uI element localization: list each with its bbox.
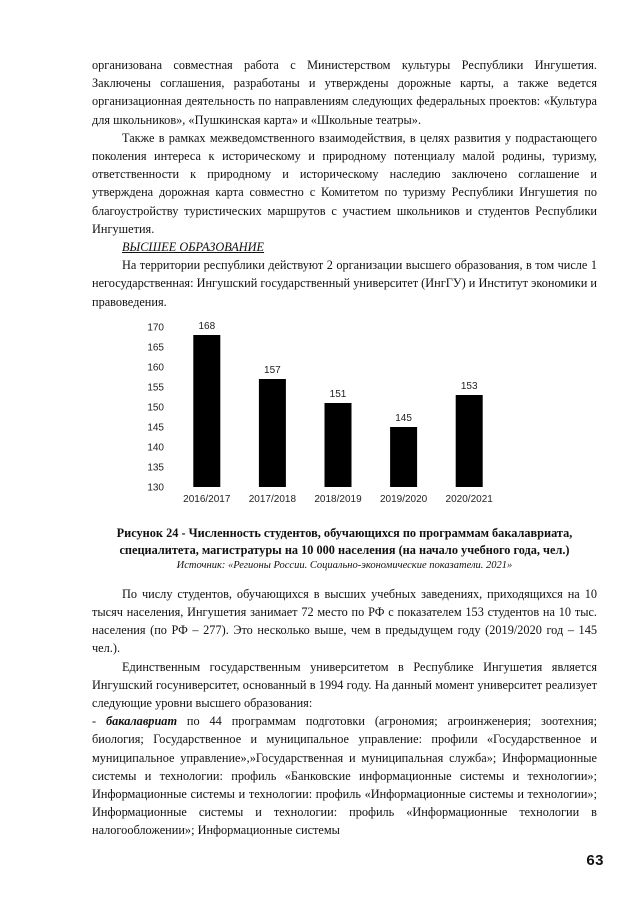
figure-caption: Рисунок 24 - Численность студентов, обучающихся по программам бакалавриата, специалитета, магистратуры на 10 000 населения (на начало учебного года, чел.) xyxy=(116,525,573,557)
document-page xyxy=(92,56,597,840)
x-tick-label-1: 2017/2018 xyxy=(248,493,297,505)
y-tick-label-8: 170 xyxy=(147,322,164,334)
page-number: 63 xyxy=(586,852,604,869)
y-tick-label-6: 160 xyxy=(147,362,164,374)
y-tick-label-0: 130 xyxy=(147,482,164,494)
paragraph-6-text: по 44 программам подготовки (агрономия; агроинженерия; зоотехния; биология; Государственное и муниципальное управление: профили «Государственное и муниципальное управление»,»Государственная и муниципальная служба»; Информационные системы и технологии: профиль «Банковские информационные системы и технологии»; Информационные системы и технологии: профиль «Информационные системы и технологии»; Информационные системы и технологии: профиль «Информационные технологии в налогообложении»; Информационные системы xyxy=(92,714,598,838)
data-label-1: 157 xyxy=(264,364,281,376)
y-tick-label-2: 140 xyxy=(147,442,164,454)
paragraph-6 xyxy=(92,712,597,839)
paragraph-1: организована совместная работа с Министерством культуры Республики Ингушетия. Заключены соглашения, разработаны и утверждены дорожные карты, а также ведется организационная деятельность по направлениям следующих федеральных проектов: «Культура для школьников», «Пушкинская карта» и «Школьные театры». xyxy=(92,58,597,127)
x-tick-label-0: 2016/2017 xyxy=(183,493,231,505)
y-tick-label-3: 145 xyxy=(147,422,164,434)
x-tick-label-3: 2019/2020 xyxy=(379,493,428,505)
y-tick-label-5: 155 xyxy=(147,382,164,394)
paragraph-2: Также в рамках межведомственного взаимодействия, в целях развития у подрастающего поколения интереса к историческому и природному потенциалу малой родины, туризму, ответственности к природному и историческому наследию заключено соглашение и утверждена дорожная карта совместно с Комитетом по туризму Республики Ингушетия по благоустройству туристических маршрутов с участием школьников и студентов Республики Ингушетия. xyxy=(92,130,597,236)
figure-source: Источник: «Регионы России. Социально-экономические показатели. 2021» xyxy=(176,559,513,571)
dash: - xyxy=(92,714,106,729)
y-tick-label-1: 135 xyxy=(147,462,164,474)
data-label-0: 168 xyxy=(198,320,216,332)
bachelor-term: бакалавриат xyxy=(106,714,178,729)
data-label-2: 151 xyxy=(329,388,347,400)
paragraph-5: Единственным государственным университетом в Республике Ингушетия является Ингушский госуниверситет, основанный в 1994 году. На данный момент университет реализует следующие уровни высшего образования: xyxy=(92,659,597,711)
paragraph-4: По числу студентов, обучающихся в высших учебных заведениях, приходящихся на 10 тысяч населения, Ингушетия занимает 72 место по РФ с показателем 153 студентов на 10 тыс. населения (по РФ – 277). Это несколько выше, чем в предыдущем году (2019/2020 год – 145 чел.). xyxy=(92,586,597,656)
bar-4 xyxy=(456,395,483,487)
y-tick-label-7: 165 xyxy=(147,342,164,354)
bar-0 xyxy=(193,335,220,487)
bar-2 xyxy=(325,403,352,487)
section-heading-higher-education: ВЫСШЕЕ ОБРАЗОВАНИЕ xyxy=(122,240,265,255)
paragraph-3: На территории республики действуют 2 организации высшего образования, в том числе 1 негосударственная: Ингушский государственный университет (ИнгГУ) и Институт экономики и правоведения. xyxy=(92,258,597,309)
bar-3 xyxy=(390,427,417,487)
data-label-4: 153 xyxy=(460,380,478,392)
x-tick-label-4: 2020/2021 xyxy=(445,493,493,505)
figure-24-chart xyxy=(92,317,597,517)
x-tick-label-2: 2018/2019 xyxy=(314,493,362,505)
data-label-3: 145 xyxy=(395,412,412,424)
y-tick-label-4: 150 xyxy=(147,402,164,414)
bar-1 xyxy=(259,379,286,487)
bar-chart xyxy=(92,317,597,517)
